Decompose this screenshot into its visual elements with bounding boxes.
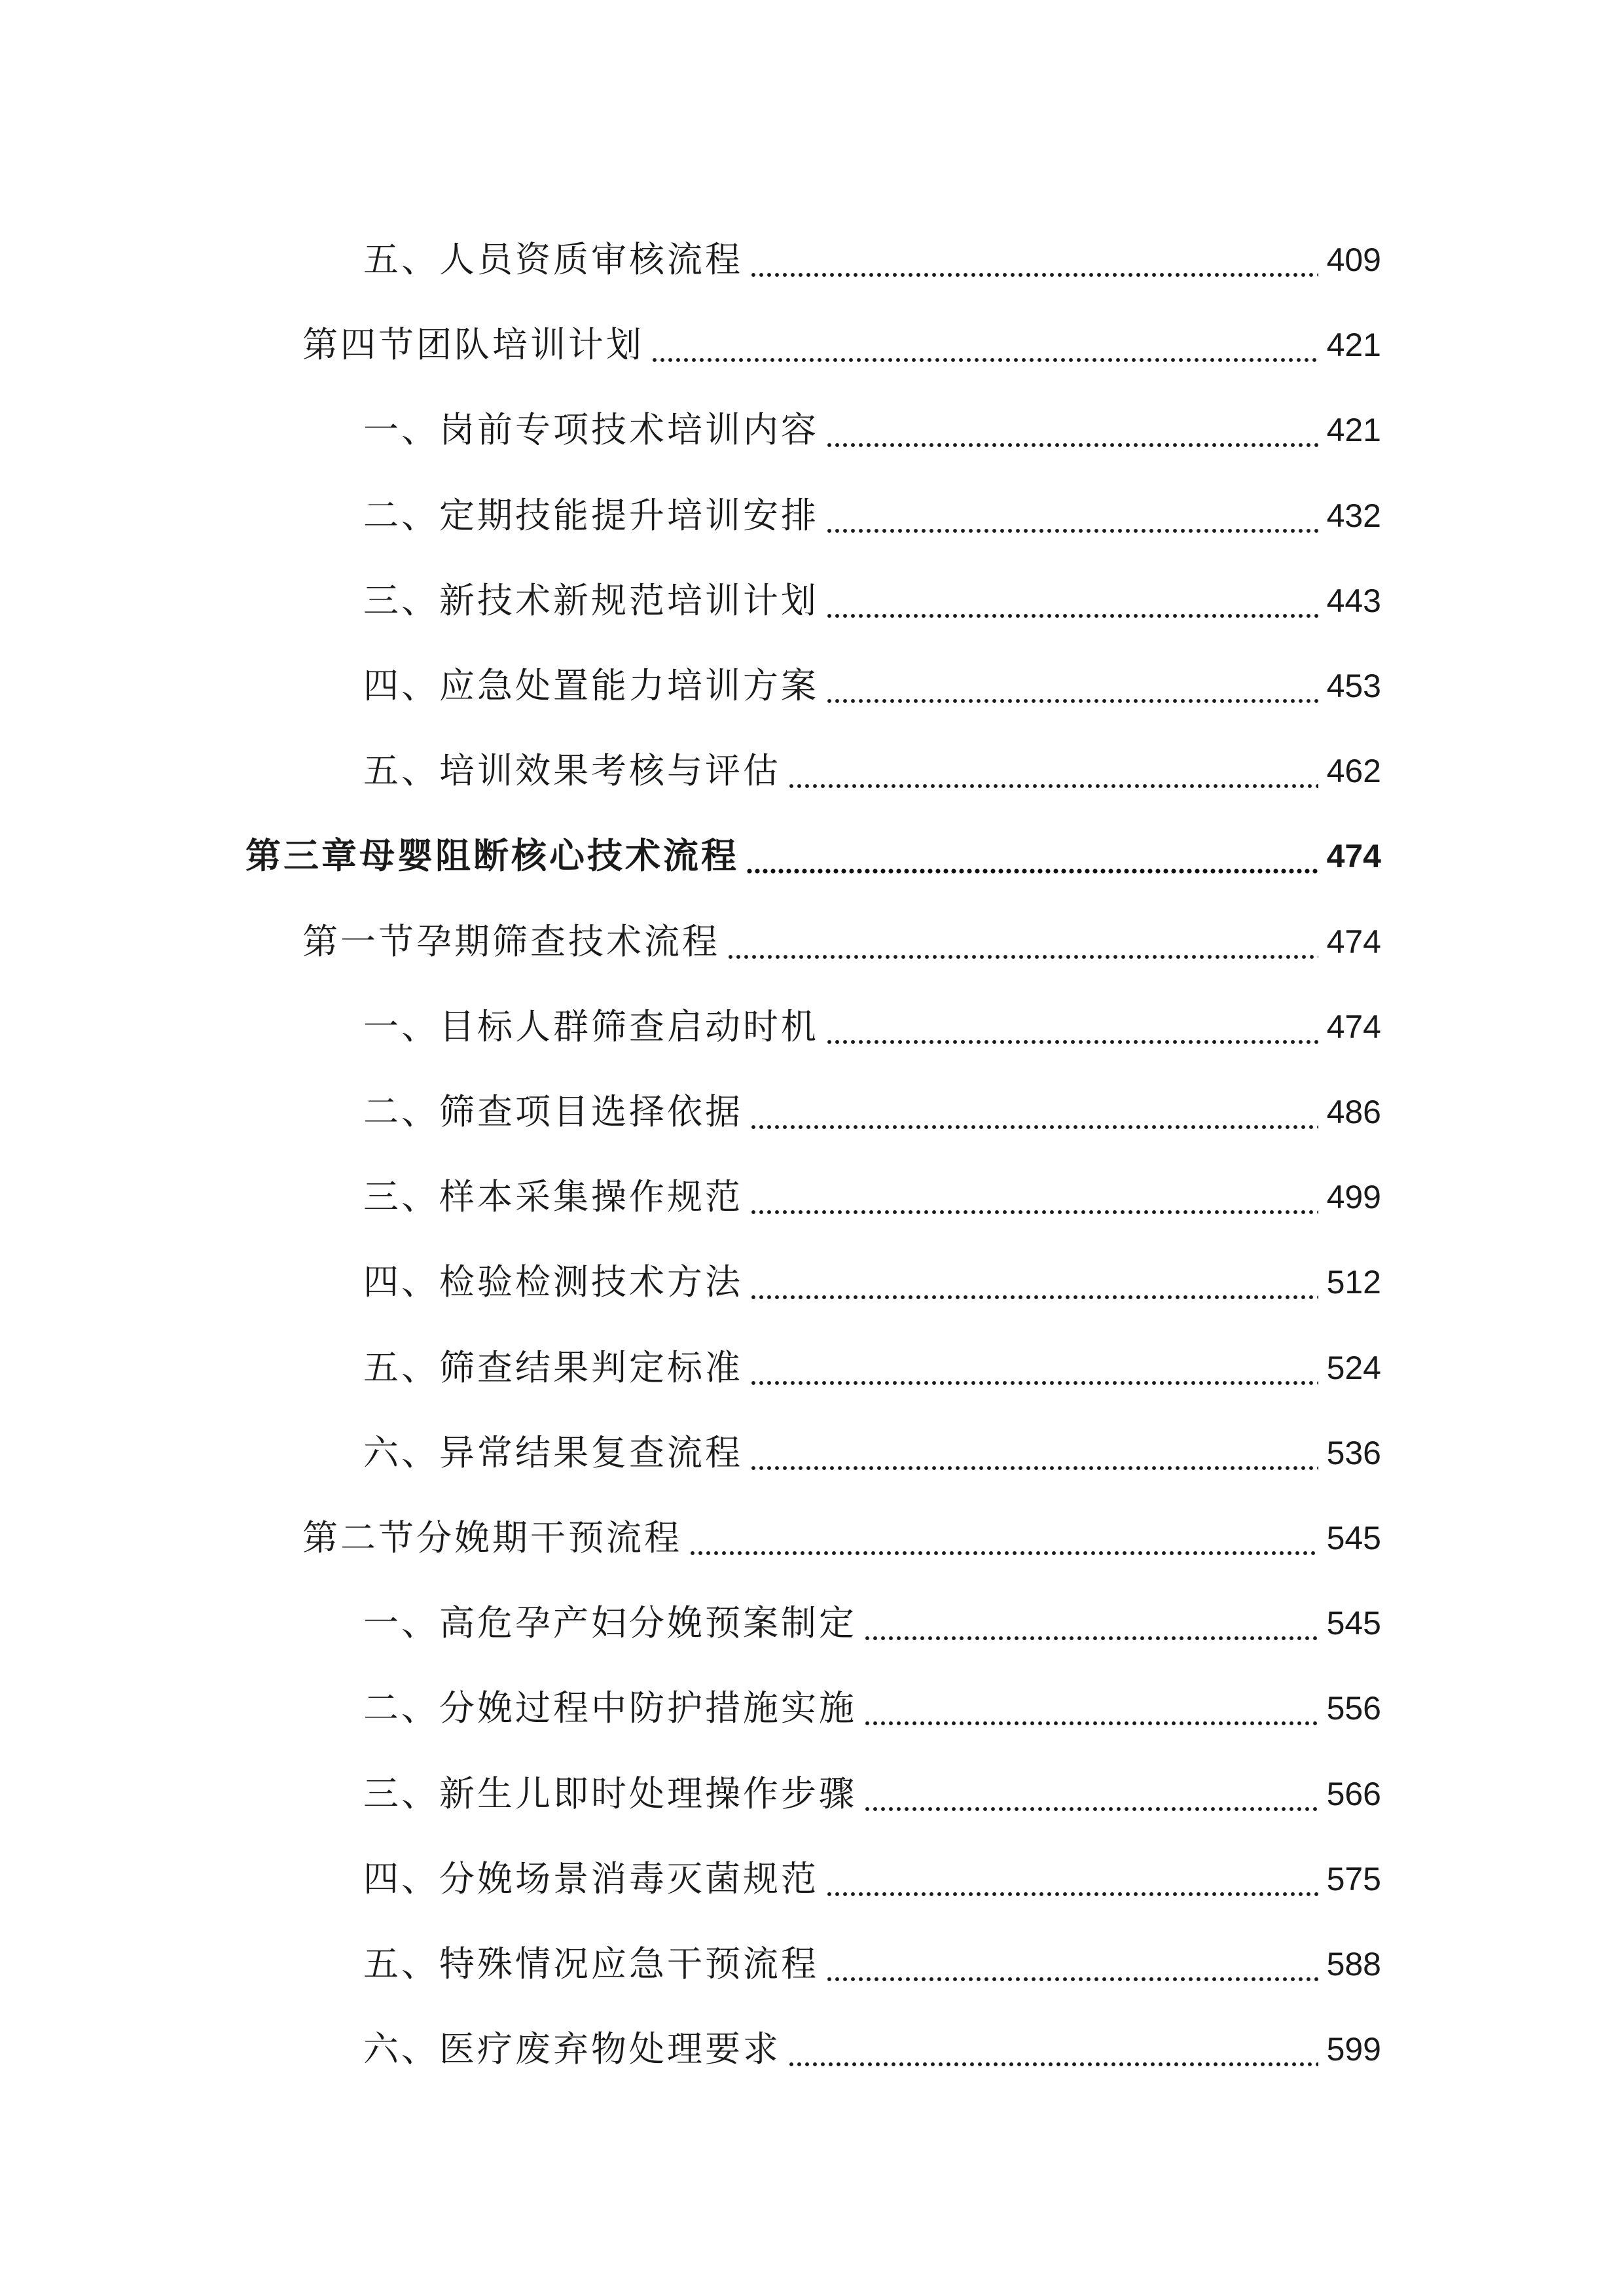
toc-entry-page-number: 524 [1326,1350,1381,1386]
toc-entry-label: 四、分娩场景消毒灭菌规范 [363,1858,819,1899]
toc-entry-label: 二、分娩过程中防护措施实施 [363,1687,857,1729]
toc-entry-label: 五、培训效果考核与评估 [363,750,781,791]
toc-dot-leader [746,833,1318,879]
toc-entry-page-number: 443 [1326,583,1381,619]
toc-entry-page-number: 474 [1326,1009,1381,1045]
toc-entry-page-number: 545 [1326,1605,1381,1641]
toc-entry-page-number: 486 [1326,1094,1381,1130]
toc-entry-item[interactable] [363,211,1381,283]
toc-dot-leader [787,2026,1318,2072]
toc-entry-page-number: 421 [1326,412,1381,448]
toc-entry-page-number: 545 [1326,1520,1381,1556]
toc-dot-leader [825,1856,1318,1902]
toc-entry-item[interactable] [363,1404,1381,1476]
toc-entry-label: 六、异常结果复查流程 [363,1432,743,1473]
toc-dot-leader [825,1941,1318,1987]
toc-entry-page-number: 474 [1326,924,1381,960]
toc-entry-page-number: 588 [1326,1946,1381,1982]
toc-dot-leader [825,663,1318,709]
toc-entry-label: 四、应急处置能力培训方案 [363,665,819,706]
toc-entry-page-number: 432 [1326,497,1381,534]
toc-entry-label: 三、新技术新规范培训计划 [363,580,819,621]
toc-entry-section[interactable] [302,893,1381,965]
toc-entry-item[interactable] [363,1745,1381,1817]
toc-entry-item[interactable] [363,1148,1381,1220]
toc-entry-item[interactable] [363,1233,1381,1305]
toc-entry-page-number: 599 [1326,2031,1381,2068]
toc-entry-page-number: 421 [1326,327,1381,363]
toc-entry-item[interactable] [363,381,1381,453]
toc-entry-label: 二、定期技能提升培训安排 [363,495,819,536]
toc-entry-item[interactable] [363,722,1381,794]
toc-dot-leader [749,1345,1318,1391]
toc-entry-page-number: 536 [1326,1435,1381,1471]
toc-entry-label: 一、高危孕产妇分娩预案制定 [363,1602,857,1643]
toc-entry-item[interactable] [363,1063,1381,1135]
toc-dot-leader [749,1259,1318,1305]
toc-dot-leader [825,407,1318,453]
toc-entry-item[interactable] [363,467,1381,539]
toc-entry-item[interactable] [363,1830,1381,1902]
toc-entry-page-number: 556 [1326,1690,1381,1727]
toc-entry-page-number: 453 [1326,668,1381,704]
toc-entry-label: 三、样本采集操作规范 [363,1176,743,1217]
toc-entry-item[interactable] [363,1319,1381,1391]
toc-entry-item[interactable] [363,637,1381,709]
toc-entry-item[interactable] [363,552,1381,624]
toc-entry-item[interactable] [363,2000,1381,2072]
toc-entry-section[interactable] [302,296,1381,368]
toc-dot-leader [689,1515,1318,1561]
toc-dot-leader [863,1600,1318,1646]
toc-entry-page-number: 474 [1326,838,1381,874]
toc-dot-leader [749,237,1318,283]
toc-entry-label: 四、检验检测技术方法 [363,1261,743,1302]
toc-entry-label: 五、人员资质审核流程 [363,239,743,280]
toc-entry-page-number: 462 [1326,753,1381,789]
toc-dot-leader [749,1430,1318,1476]
toc-dot-leader [727,919,1318,965]
toc-dot-leader [651,322,1318,368]
toc-dot-leader [825,578,1318,624]
toc-dot-leader [863,1771,1318,1817]
toc-entry-label: 第四节团队培训计划 [302,324,644,365]
toc-entry-page-number: 409 [1326,242,1381,278]
toc-entry-label: 一、岗前专项技术培训内容 [363,409,819,450]
toc-entry-page-number: 566 [1326,1776,1381,1812]
toc-entry-item[interactable] [363,1574,1381,1646]
toc-dot-leader [749,1174,1318,1220]
toc-entry-label: 一、目标人群筛查启动时机 [363,1006,819,1047]
toc-entry-label: 五、特殊情况应急干预流程 [363,1943,819,1984]
toc-dot-leader [825,1004,1318,1050]
toc-dot-leader [863,1685,1318,1731]
toc-dot-leader [787,748,1318,794]
toc-entry-page-number: 499 [1326,1179,1381,1215]
toc-entry-label: 五、筛查结果判定标准 [363,1347,743,1388]
toc-entry-label: 第三章母婴阻断核心技术流程 [245,835,739,876]
toc-entry-page-number: 575 [1326,1861,1381,1897]
toc-entry-label: 六、医疗废弃物处理要求 [363,2028,781,2070]
toc-entry-page-number: 512 [1326,1264,1381,1300]
toc-entry-label: 第二节分娩期干预流程 [302,1517,682,1558]
toc-entry-label: 三、新生儿即时处理操作步骤 [363,1773,857,1814]
toc-entry-item[interactable] [363,978,1381,1050]
toc-dot-leader [825,493,1318,539]
toc-entry-chapter[interactable] [245,807,1381,879]
toc-entry-label: 第一节孕期筛查技术流程 [302,921,720,962]
toc-entry-item[interactable] [363,1915,1381,1987]
toc-entry-section[interactable] [302,1489,1381,1561]
toc-dot-leader [749,1089,1318,1135]
toc-entry-label: 二、筛查项目选择依据 [363,1091,743,1132]
toc-entry-item[interactable] [363,1659,1381,1731]
